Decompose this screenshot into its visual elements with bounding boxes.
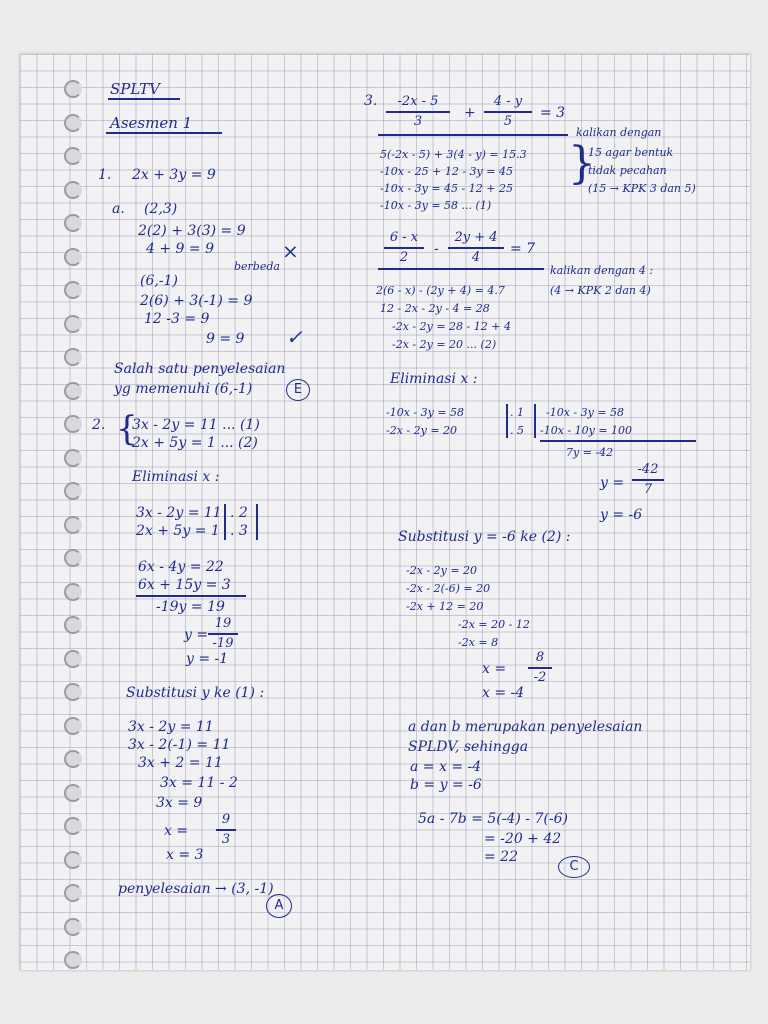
p3-eq2-n1: 6 - x: [389, 230, 419, 245]
binding-hole: [64, 449, 82, 467]
p1-option-a-label: a.: [112, 201, 125, 217]
p3-steps2-1: 2(6 - x) - (2y + 4) = 4.7: [376, 284, 505, 297]
p2-subst-4: 3x = 11 - 2: [160, 775, 238, 791]
p3-conclusion-2: SPLDV, sehingga: [408, 739, 529, 755]
binding-hole: [64, 348, 82, 366]
p2-x-den: 3: [221, 831, 231, 847]
p3-a-value: a = x = -4: [410, 759, 482, 775]
p3-eq1-frac1: [386, 94, 450, 130]
p3-steps1-2: -10x - 25 + 12 - 3y = 45: [380, 165, 513, 178]
p1-e-check-1: 2(6) + 3(-1) = 9: [140, 293, 253, 309]
p3-elim-step-2: -10x - 10y = 100: [540, 424, 633, 437]
binding-hole: [64, 817, 82, 835]
p1-a-check-1: 2(2) + 3(3) = 9: [138, 223, 246, 239]
p3-y-den: 7: [643, 481, 653, 497]
p3-note2: kalikan dengan 4 :: [550, 264, 654, 277]
binding-hole: [64, 750, 82, 768]
p1-option-a-point: (2,3): [144, 201, 178, 217]
p1-wrong-mark: ×: [282, 239, 299, 263]
binding-hole: [64, 382, 82, 400]
binding-hole: [64, 281, 82, 299]
p2-subst-title: Substitusi y ke (1) :: [126, 685, 265, 701]
binding-hole: [64, 616, 82, 634]
p2-x-result: x = 3: [166, 847, 204, 863]
binding-hole: [64, 114, 82, 132]
p3-note1-2: 15 agar bentuk: [588, 146, 674, 159]
p2-x-num: 9: [221, 812, 231, 827]
p3-eq2-rhs: = 7: [510, 241, 536, 257]
p3-elim-step-1: -10x - 3y = 58: [546, 406, 625, 419]
p3-elim-bar-left: [506, 404, 508, 438]
p2-y-num: 19: [214, 616, 232, 631]
p3-steps2-4: -2x - 2y = 20 ... (2): [392, 338, 497, 351]
p2-number: 2.: [92, 417, 106, 433]
p3-x-den: -2: [533, 669, 547, 685]
p3-eq1-n2: 4 - y: [493, 94, 523, 109]
p1-e-check-2: 12 -3 = 9: [144, 311, 210, 327]
p3-eq1-d1: 3: [413, 113, 423, 129]
p2-elim-title: Eliminasi x :: [132, 469, 220, 485]
p3-steps1-3: -10x - 3y = 45 - 12 + 25: [380, 182, 513, 195]
binding-hole: [64, 147, 82, 165]
spiral-binding: [20, 54, 76, 970]
p3-eq2-rule: [378, 268, 544, 270]
p3-subst-5: -2x = 8: [458, 636, 499, 649]
p3-eq1-d2: 5: [503, 113, 513, 129]
p3-eq2-frac1: [384, 230, 424, 266]
p3-number: 3.: [364, 93, 378, 109]
binding-hole: [64, 315, 82, 333]
p1-conclusion-1: Salah satu penyelesaian: [114, 361, 286, 377]
p3-note1-1: kalikan dengan: [576, 126, 662, 139]
p3-steps1-4: -10x - 3y = 58 ... (1): [380, 199, 492, 212]
p3-note2b: (4 → KPK 2 dan 4): [550, 284, 651, 297]
binding-hole: [64, 516, 82, 534]
p2-elim-mult-2: . 3: [230, 523, 248, 539]
p2-solution: penyelesaian → (3, -1): [118, 881, 274, 897]
p2-brace: {: [116, 409, 138, 449]
p3-y-result: y = -6: [600, 507, 643, 523]
p2-step-2: 6x + 15y = 3: [138, 577, 231, 593]
p3-subst-2: -2x - 2(-6) = 20: [406, 582, 491, 595]
p3-elim-eq-2: -2x - 2y = 20: [386, 424, 458, 437]
p3-steps2-3: -2x - 2y = 28 - 12 + 4: [392, 320, 511, 333]
subtitle: Asesmen 1: [110, 114, 193, 132]
p3-elim-res: 7y = -42: [566, 446, 614, 459]
p3-x-num: 8: [535, 650, 545, 665]
p3-conclusion-1: a dan b merupakan penyelesaian: [408, 719, 643, 735]
p3-answer: C: [558, 856, 590, 878]
p1-conclusion-2: yg memenuhi (6,-1): [114, 381, 253, 397]
p3-x-fraction: [528, 650, 552, 686]
p3-elim-bar-right: [534, 404, 536, 438]
p3-eq2-frac2: [448, 230, 504, 266]
p3-y-fraction: [632, 462, 664, 498]
p2-step-1: 6x - 4y = 22: [138, 559, 224, 575]
binding-hole: [64, 214, 82, 232]
p3-subst-title: Substitusi y = -6 ke (2) :: [398, 529, 571, 545]
p3-x-lhs: x =: [482, 661, 507, 677]
p3-steps2-2: 12 - 2x - 2y - 4 = 28: [380, 302, 490, 315]
p2-system-1: 3x - 2y = 11 ... (1): [132, 417, 260, 433]
p1-option-e-point: (6,-1): [140, 273, 178, 289]
binding-hole: [64, 415, 82, 433]
p3-note1-3: tidak pecahan: [588, 164, 667, 177]
p2-elim-bar-left: [224, 504, 226, 540]
p3-note-brace: }: [568, 138, 596, 189]
p3-calc-3: = 22: [484, 849, 518, 865]
binding-hole: [64, 717, 82, 735]
p2-y-fraction: [208, 616, 238, 652]
binding-hole: [64, 80, 82, 98]
p1-a-check-2: 4 + 9 = 9: [146, 241, 214, 257]
p2-subst-5: 3x = 9: [156, 795, 203, 811]
p1-number: 1.: [98, 167, 112, 183]
binding-hole: [64, 918, 82, 936]
p2-y-result: y = -1: [186, 651, 229, 667]
binding-hole: [64, 549, 82, 567]
p2-elim-eq-2: 2x + 5y = 1: [136, 523, 220, 539]
p3-subst-4: -2x = 20 - 12: [458, 618, 530, 631]
p3-calc-2: = -20 + 42: [484, 831, 562, 847]
p3-y-lhs: y =: [600, 475, 625, 491]
p3-eq1-rhs: = 3: [540, 105, 566, 121]
binding-hole: [64, 248, 82, 266]
p2-elim-bar-right: [256, 504, 258, 540]
p3-eq1-n1: -2x - 5: [397, 94, 439, 109]
p2-sum-line: [136, 595, 246, 597]
binding-hole: [64, 884, 82, 902]
p1-a-note: berbeda: [234, 260, 280, 273]
binding-hole: [64, 583, 82, 601]
p3-eq2-n2: 2y + 4: [454, 230, 498, 245]
p2-elim-mult-1: . 2: [230, 505, 248, 521]
p1-equation: 2x + 3y = 9: [132, 167, 216, 183]
p3-subst-1: -2x - 2y = 20: [406, 564, 478, 577]
p1-answer: E: [286, 379, 310, 401]
p3-b-value: b = y = -6: [410, 777, 482, 793]
p2-subst-2: 3x - 2(-1) = 11: [128, 737, 231, 753]
p3-calc-1: 5a - 7b = 5(-4) - 7(-6): [418, 811, 568, 827]
p2-x-lhs: x =: [164, 823, 189, 839]
p2-y-lhs: y =: [184, 627, 209, 643]
p2-subst-3: 3x + 2 = 11: [138, 755, 223, 771]
p2-y-den: -19: [212, 635, 234, 651]
p3-eq2-d2: 4: [471, 249, 481, 265]
p2-x-fraction: [216, 812, 236, 848]
p3-eq2-d1: 2: [399, 249, 409, 265]
p1-e-check-3: 9 = 9: [206, 331, 245, 347]
p3-eq1-op: +: [464, 105, 476, 121]
p2-elim-eq-1: 3x - 2y = 11: [136, 505, 222, 521]
binding-hole: [64, 851, 82, 869]
p3-y-num: -42: [637, 462, 659, 477]
binding-hole: [64, 650, 82, 668]
p3-elim-mult-2: . 5: [510, 424, 524, 437]
p2-system-2: 2x + 5y = 1 ... (2): [132, 435, 258, 451]
p1-correct-mark: ✓: [286, 325, 303, 349]
subtitle-underline: [106, 132, 222, 134]
binding-hole: [64, 482, 82, 500]
title: SPLTV: [110, 80, 160, 98]
p3-elim-title: Eliminasi x :: [390, 371, 478, 387]
p3-eq2-op: -: [434, 241, 439, 257]
p3-elim-eq-1: -10x - 3y = 58: [386, 406, 465, 419]
p3-subst-3: -2x + 12 = 20: [406, 600, 484, 613]
binding-hole: [64, 181, 82, 199]
binding-hole: [64, 683, 82, 701]
p3-elim-rule: [540, 440, 696, 442]
p2-subst-1: 3x - 2y = 11: [128, 719, 214, 735]
title-underline: [108, 98, 180, 100]
p3-x-result: x = -4: [482, 685, 525, 701]
binding-hole: [64, 951, 82, 969]
p3-elim-mult-1: . 1: [510, 406, 524, 419]
p2-answer: A: [266, 894, 292, 918]
notebook-page: [20, 54, 750, 970]
p2-step-3: -19y = 19: [156, 599, 225, 615]
p3-eq1-frac2: [484, 94, 532, 130]
binding-hole: [64, 784, 82, 802]
p3-eq1-rule: [378, 134, 568, 136]
p3-note1-4: (15 → KPK 3 dan 5): [588, 182, 696, 195]
p3-steps1-1: 5(-2x - 5) + 3(4 - y) = 15.3: [380, 148, 527, 161]
